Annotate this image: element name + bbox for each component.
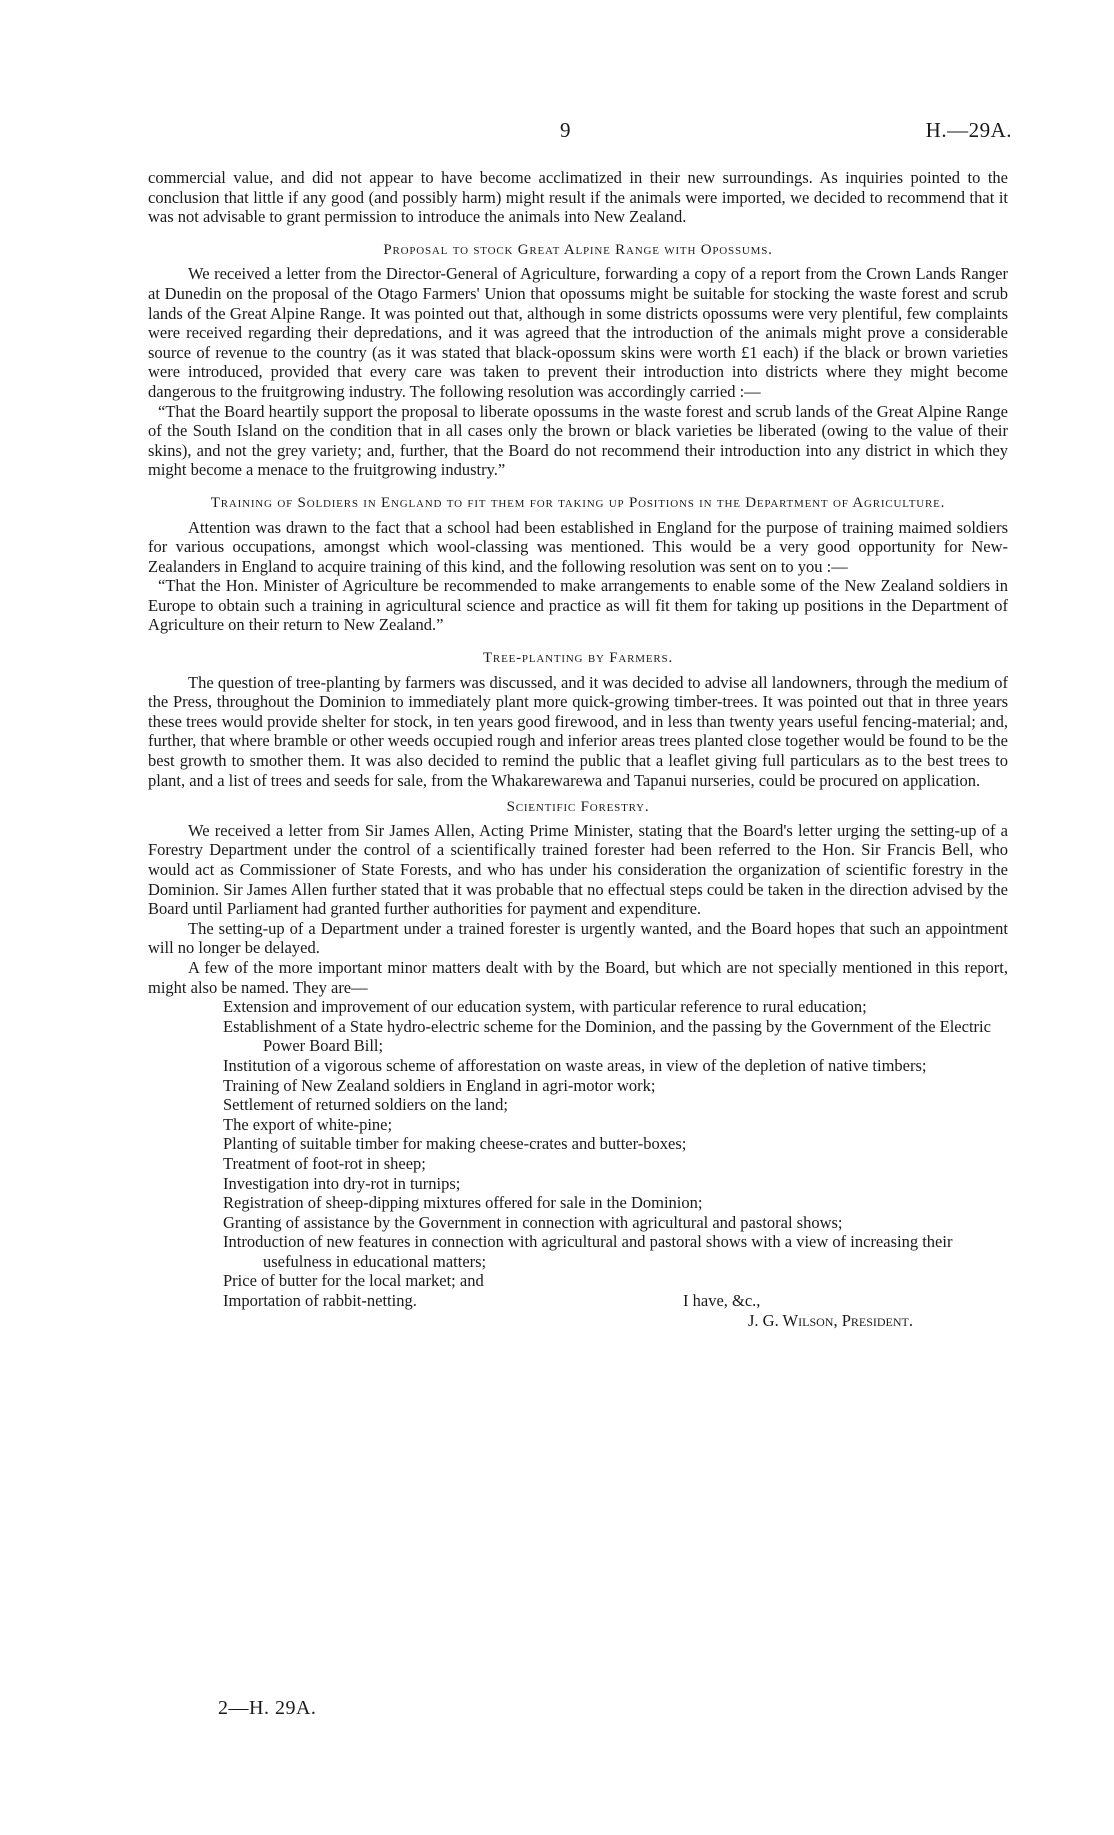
forestry-heading: Scientific Forestry. [506,799,650,816]
list-item: Registration of sheep-dipping mixtures offered for sale in the Dominion; [223,1193,703,1213]
list-item-last: Importation of rabbit-netting. [223,1291,417,1311]
list-item: The export of white-pine; [223,1114,393,1134]
forestry-paragraph-2: The setting-up of a Department under a trained forester is urgently wanted, and the Board hopes that such an appointment will no longer be delayed. [148,918,1008,958]
forestry-paragraph-1: We received a letter from Sir James Allen, Acting Prime Minister, stating that the Board's letter urging the setting-up of a Forestry Department under the control of a scientifically trained forester had been referred to the Hon. Sir Francis Bell, who would act as Commissioner of State Forests, and who has under his consideration the organization of scientific forestry in the Dominion. Sir James Allen further stated that it was probable that no effectual steps could be taken in the direction advised by the Board until Parliament had granted further authorities for payment and expenditure. [148,820,1008,919]
list-item: Treatment of foot-rot in sheep; [223,1153,426,1173]
document-body [148,168,1008,1335]
opossums-heading: Proposal to stock Great Alpine Range with Opossums. [383,241,773,258]
list-item: Introduction of new features in connection with agricultural and pastoral shows with a view of increasing their usefulness in educational matters; [223,1232,953,1271]
signature-name: J. G. Wilson, President. [748,1311,913,1331]
list-item: Establishment of a State hydro-electric scheme for the Dominion, and the passing by the Government of the Electric Power Board Bill; [223,1016,991,1056]
soldiers-heading: Training of Soldiers in England to fit them for taking up Positions in the Department of Agriculture. [210,494,946,511]
list-item: Granting of assistance by the Government in connection with agricultural and pastoral shows; [223,1212,843,1232]
document-code: H.—29A. [925,118,1012,142]
footer-code: 2—H. 29A. [218,1697,317,1719]
list-item: Planting of suitable timber for making cheese-crates and butter-boxes; [223,1134,687,1154]
minor-matters-list [223,997,1008,1291]
opossums-resolution: “That the Board heartily support the proposal to liberate opossums in the waste forest and scrub lands of the Great Alpine Range of the South Island on the condition that in all cases only the brown or black varieties be liberated (owing to the value of their skins), and not the grey variety; and, further, that the Board do not recommend their introduction into any district in which they might become a menace to the fruitgrowing industry.” [148,401,1008,480]
trees-paragraph: The question of tree-planting by farmers was discussed, and it was decided to advise all landowners, through the medium of the Press, throughout the Dominion to immediately plant more quick-growing timber-trees. It was pointed out that in three years these trees would provide shelter for stock, in ten years good firewood, and in less than twenty years useful fencing-material; and, further, that where bramble or other weeds occupied rough and inferior areas trees planted close together would be found to be the best growth to smother them. It was also decided to remind the public that a leaflet giving full particulars as to the best trees to plant, and a list of trees and seeds for sale, from the Whakarewarewa and Tapanui nurseries, could be procured on application. [148,672,1008,790]
intro-paragraph: commercial value, and did not appear to have become acclimatized in their new surroundings. As inquiries pointed to the conclusion that little if any good (and possibly harm) might result if the animals were imported, we decided to recommend that it was not advisable to grant permission to introduce the animals into New Zealand. [148,168,1008,227]
list-item: Training of New Zealand soldiers in England in agri-motor work; [223,1075,656,1095]
list-item: Extension and improvement of our education system, with particular reference to rural education; [223,997,867,1017]
page-number: 9 [560,118,571,142]
list-item: Price of butter for the local market; and [223,1271,484,1291]
list-item: Settlement of returned soldiers on the land; [223,1095,509,1115]
forestry-paragraph-3: A few of the more important minor matters dealt with by the Board, but which are not specially mentioned in this report, might also be named. They are— [148,957,1008,997]
page-header [0,118,1114,148]
soldiers-paragraph: Attention was drawn to the fact that a school had been established in England for the purpose of training maimed soldiers for various occupations, amongst which wool-classing was mentioned. This would be a very good opportunity for New-Zealanders in England to acquire training of this kind, and the following resolution was sent on to you :— [148,517,1008,576]
trees-heading: Tree-planting by Farmers. [482,650,674,667]
list-item: Investigation into dry-rot in turnips; [223,1173,461,1193]
list-item: Institution of a vigorous scheme of afforestation on waste areas, in view of the depletion of native timbers; [223,1055,927,1075]
closing-salutation: I have, &c., [683,1291,761,1311]
soldiers-resolution: “That the Hon. Minister of Agriculture be recommended to make arrangements to enable some of the New Zealand soldiers in Europe to obtain such a training in agricultural science and practice as will fit them for taking up positions in the Department of Agriculture on their return to New Zealand.” [148,576,1008,635]
closing-block [148,1291,1008,1335]
opossums-paragraph: We received a letter from the Director-General of Agriculture, forwarding a copy of a report from the Crown Lands Ranger at Dunedin on the proposal of the Otago Farmers' Union that opossums might be suitable for stocking the waste forest and scrub lands of the Great Alpine Range. It was pointed out that, although in some districts opossums were very plentiful, few complaints were received regarding their depredations, and it was agreed that the introduction of the animals might prove a considerable source of revenue to the country (as it was stated that black-opossum skins were worth £1 each) if the black or brown varieties were introduced, provided that every care was taken to prevent their introduction into districts where they might become dangerous to the fruitgrowing industry. The following resolution was accordingly carried :— [148,264,1008,401]
